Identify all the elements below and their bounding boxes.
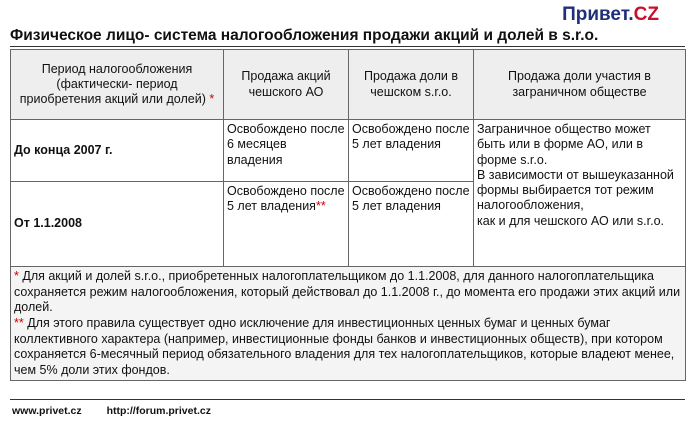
footer-forum-link[interactable]: http://forum.privet.cz xyxy=(106,405,211,417)
foreign-text-2: В зависимости от вышеуказанной формы выбирается тот режим налогообложения, xyxy=(477,167,674,213)
notes-row xyxy=(11,267,686,381)
header-period-star: * xyxy=(209,92,215,107)
cell-sro-2008: Освобождено после 5 лет владения xyxy=(349,182,474,267)
footer-site-link[interactable]: www.privet.cz xyxy=(12,405,82,417)
brand-suffix: CZ xyxy=(633,4,659,25)
cell-foreign xyxy=(474,120,686,267)
foreign-text-3: как и для чешского АО или s.r.o. xyxy=(477,213,665,228)
row-period-2008: От 1.1.2008 xyxy=(11,182,224,267)
brand-name: Привет. xyxy=(562,4,634,25)
title-divider xyxy=(10,46,685,47)
cell-ao-2007 xyxy=(224,120,349,182)
note-1-star: * xyxy=(14,269,19,283)
note-2-text: Для этого правила существует одно исключение для инвестиционных ценных бумаг и ценных бумаг коллективного характера (например, инвестиционные фонды банков и инвестиционных обществ), при котором сохраняется 6-месячный период обязательного владения для тех налогоплательщиков, которые владеют менее, чем 5% доли этих фондов. xyxy=(14,315,675,377)
header-sro: Продажа доли в чешском s.r.o. xyxy=(349,50,474,120)
note-2-star: ** xyxy=(14,315,24,330)
header-period xyxy=(11,50,224,120)
row-period-2007: До конца 2007 г. xyxy=(11,120,224,182)
brand-logo xyxy=(562,4,659,26)
header-foreign: Продажа доли участия в заграничном обществе xyxy=(474,50,686,120)
cell-ao-2008 xyxy=(224,182,349,267)
notes-cell xyxy=(11,267,686,381)
cell-sro-2007: Освобождено после 5 лет владения xyxy=(349,120,474,182)
foreign-text-1: Заграничное общество может быть или в форме АО, или в форме s.r.o. xyxy=(477,122,651,167)
note-1-text: Для акций и долей s.r.o., приобретенных налогоплательщиком до 1.1.2008, для данного налогоплательщика сохраняется режим налогообложения, который действовал до 1.1.2008 г., до момента его продажи этих акций или долей. xyxy=(14,269,681,315)
footer-divider xyxy=(10,399,685,400)
cell-ao-2008-star: ** xyxy=(315,199,326,214)
footer xyxy=(12,405,233,417)
table-row xyxy=(11,120,686,182)
page-title: Физическое лицо- система налогообложения продажи акций и долей в s.r.o. xyxy=(10,27,599,44)
cell-ao-2008-text: Освобождено после 5 лет владения xyxy=(227,184,345,214)
note-1 xyxy=(14,269,682,316)
table-header-row xyxy=(11,50,686,120)
header-period-label: Период налогообложения (фактически- период приобретения акций или долей) xyxy=(19,61,206,107)
tax-table xyxy=(10,49,686,381)
header-ao: Продажа акций чешского АО xyxy=(224,50,349,120)
note-2 xyxy=(14,316,682,379)
cell-ao-2007-text: Освобождено после 6 месяцев владения xyxy=(227,122,345,167)
